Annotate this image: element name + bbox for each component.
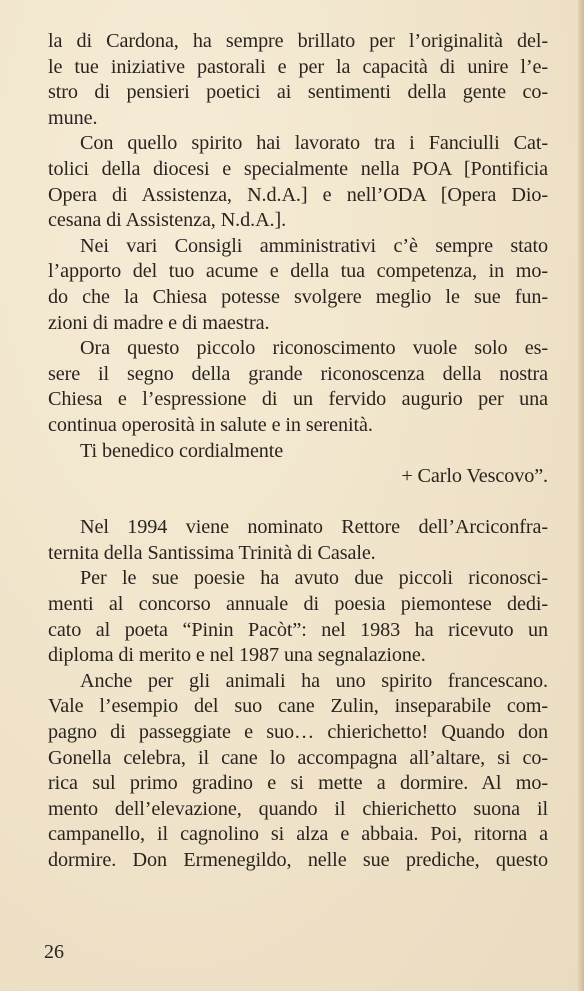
text-line: ternita della Santissima Trinità di Casale. <box>48 541 376 564</box>
text-line: zioni di madre e di maestra. <box>48 311 270 334</box>
text-line: Nei vari Consigli amministrativi c’è sempre stato <box>80 234 548 257</box>
text-line: pagno di passeggiate e suo… chierichetto! Quando don <box>48 721 548 744</box>
body-text <box>48 29 548 874</box>
text-line: Con quello spirito hai lavorato tra i Fanciulli Cat- <box>80 132 548 155</box>
text-line: mento dell’elevazione, quando il chierichetto suona il <box>48 797 548 820</box>
page-number: 26 <box>44 941 64 963</box>
text-line: cato al poeta “Pinin Pacòt”: nel 1983 ha ricevuto un <box>48 618 548 641</box>
text-line: stro di pensieri poetici ai sentimenti della gente co- <box>48 81 548 104</box>
text-line: Nel 1994 viene nominato Rettore dell’Arciconfra- <box>80 516 548 539</box>
text-line: Ora questo piccolo riconoscimento vuole solo es- <box>80 337 548 360</box>
text-line: diploma di merito e nel 1987 una segnalazione. <box>48 644 426 667</box>
text-line: dormire. Don Ermenegildo, nelle sue prediche, questo <box>48 849 548 871</box>
text-line: tolici della diocesi e specialmente nella POA [Pontificia <box>48 157 548 180</box>
text-line: Opera di Assistenza, N.d.A.] e nell’ODA [Opera Dio- <box>48 183 548 206</box>
text-line: Anche per gli animali ha uno spirito francescano. <box>80 669 548 692</box>
text-line: Chiesa e l’espressione di un fervido augurio per una <box>48 388 548 411</box>
text-line: do che la Chiesa potesse svolgere meglio le sue fun- <box>48 285 548 308</box>
text-line: rica sul primo gradino e si mette a dormire. Al mo- <box>48 772 548 795</box>
page-edge <box>578 0 584 991</box>
text-line: Vale l’esempio del suo cane Zulin, inseparabile com- <box>48 695 548 718</box>
text-line: Per le sue poesie ha avuto due piccoli riconosci- <box>80 567 548 590</box>
text-line: le tue iniziative pastorali e per la capacità di unire l’e- <box>48 55 548 78</box>
text-line: Gonella celebra, il cane lo accompagna all’altare, si co- <box>48 746 548 769</box>
blank-line <box>48 490 548 516</box>
text-line: + Carlo Vescovo”. <box>401 465 548 488</box>
text-line: menti al concorso annuale di poesia piemontese dedi- <box>48 593 548 616</box>
text-line: campanello, il cagnolino si alza e abbaia. Poi, ritorna a <box>48 823 548 846</box>
text-line: la di Cardona, ha sempre brillato per l’originalità del- <box>48 30 548 52</box>
text-line: Ti benedico cordialmente <box>80 439 284 462</box>
text-line: mune. <box>48 106 98 129</box>
text-line: continua operosità in salute e in serenità. <box>48 413 373 436</box>
text-line: sere il segno della grande riconoscenza della nostra <box>48 362 548 385</box>
text-line: cesana di Assistenza, N.d.A.]. <box>48 209 287 232</box>
text-line: l’apporto del tuo acume e della tua competenza, in mo- <box>48 260 548 283</box>
